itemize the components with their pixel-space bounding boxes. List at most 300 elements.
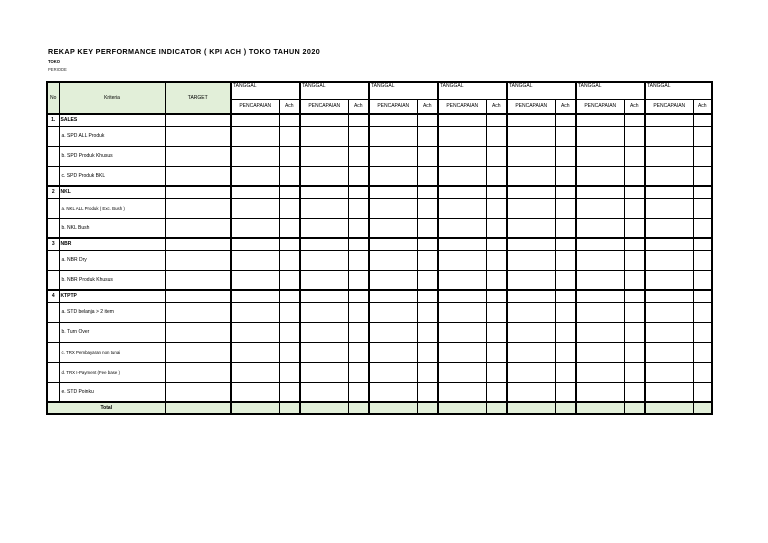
- pencapaian-cell[interactable]: [645, 166, 693, 186]
- ach-cell[interactable]: [417, 270, 438, 290]
- pencapaian-cell[interactable]: [369, 362, 417, 382]
- report-title: REKAP KEY PERFORMANCE INDICATOR ( KPI ACH ) TOKO TAHUN 2020: [48, 47, 321, 56]
- ach-cell[interactable]: [624, 186, 645, 198]
- ach-cell[interactable]: [555, 342, 576, 362]
- ach-cell[interactable]: [555, 126, 576, 146]
- pencapaian-cell[interactable]: [300, 382, 348, 402]
- target-cell[interactable]: [165, 126, 231, 146]
- pencapaian-cell[interactable]: [231, 218, 279, 238]
- pencapaian-cell[interactable]: [231, 186, 279, 198]
- ach-cell[interactable]: [279, 218, 300, 238]
- target-cell[interactable]: [165, 250, 231, 270]
- ach-cell[interactable]: [486, 218, 507, 238]
- pencapaian-cell[interactable]: [576, 302, 624, 322]
- pencapaian-cell[interactable]: [438, 238, 486, 250]
- pencapaian-cell[interactable]: [300, 270, 348, 290]
- ach-cell[interactable]: [417, 250, 438, 270]
- pencapaian-cell[interactable]: [231, 362, 279, 382]
- criteria-row: [47, 270, 712, 290]
- ach-cell[interactable]: [486, 114, 507, 126]
- ach-cell[interactable]: [486, 382, 507, 402]
- pencapaian-cell[interactable]: [369, 198, 417, 218]
- row-number-cell: [47, 126, 59, 146]
- ach-cell[interactable]: [348, 126, 369, 146]
- pencapaian-cell[interactable]: [369, 322, 417, 342]
- pencapaian-cell[interactable]: [438, 382, 486, 402]
- row-number-cell: [47, 302, 59, 322]
- ach-cell[interactable]: [279, 322, 300, 342]
- pencapaian-cell[interactable]: [645, 270, 693, 290]
- ach-cell[interactable]: [417, 322, 438, 342]
- ach-cell[interactable]: [624, 402, 645, 414]
- pencapaian-cell[interactable]: [300, 342, 348, 362]
- pencapaian-cell[interactable]: [507, 382, 555, 402]
- ach-cell[interactable]: [279, 166, 300, 186]
- criteria-row: [47, 146, 712, 166]
- target-cell[interactable]: [165, 322, 231, 342]
- pencapaian-cell[interactable]: [369, 250, 417, 270]
- pencapaian-cell[interactable]: [438, 126, 486, 146]
- ach-cell[interactable]: [555, 250, 576, 270]
- pencapaian-cell[interactable]: [507, 342, 555, 362]
- ach-cell[interactable]: [693, 270, 712, 290]
- ach-cell[interactable]: [486, 270, 507, 290]
- pencapaian-cell[interactable]: [507, 290, 555, 302]
- pencapaian-cell[interactable]: [576, 402, 624, 414]
- pencapaian-cell[interactable]: [576, 198, 624, 218]
- ach-cell[interactable]: [417, 302, 438, 322]
- pencapaian-cell[interactable]: [438, 270, 486, 290]
- pencapaian-cell[interactable]: [507, 362, 555, 382]
- ach-cell[interactable]: [555, 382, 576, 402]
- ach-cell[interactable]: [555, 270, 576, 290]
- ach-cell[interactable]: [555, 198, 576, 218]
- target-cell[interactable]: [165, 186, 231, 198]
- ach-cell[interactable]: [417, 166, 438, 186]
- ach-cell[interactable]: [624, 290, 645, 302]
- ach-cell[interactable]: [555, 218, 576, 238]
- criteria-label: b. SPD Produk Khusus: [59, 146, 165, 166]
- pencapaian-cell[interactable]: [507, 126, 555, 146]
- pencapaian-cell[interactable]: [231, 270, 279, 290]
- header-tanggal: TANGGAL: [231, 82, 300, 99]
- ach-cell[interactable]: [624, 302, 645, 322]
- pencapaian-cell[interactable]: [645, 302, 693, 322]
- ach-cell[interactable]: [348, 238, 369, 250]
- ach-cell[interactable]: [486, 126, 507, 146]
- pencapaian-cell[interactable]: [231, 402, 279, 414]
- ach-cell[interactable]: [693, 166, 712, 186]
- ach-cell[interactable]: [693, 382, 712, 402]
- ach-cell[interactable]: [555, 322, 576, 342]
- pencapaian-cell[interactable]: [438, 322, 486, 342]
- pencapaian-cell[interactable]: [645, 382, 693, 402]
- ach-cell[interactable]: [348, 146, 369, 166]
- pencapaian-cell[interactable]: [645, 198, 693, 218]
- row-number-cell: [47, 362, 59, 382]
- header-row-dates: [47, 82, 712, 99]
- ach-cell[interactable]: [624, 250, 645, 270]
- ach-cell[interactable]: [348, 114, 369, 126]
- pencapaian-cell[interactable]: [231, 302, 279, 322]
- ach-cell[interactable]: [279, 126, 300, 146]
- row-number-cell: [47, 166, 59, 186]
- ach-cell[interactable]: [279, 362, 300, 382]
- ach-cell[interactable]: [624, 322, 645, 342]
- criteria-label: b. NKL Bush: [59, 218, 165, 238]
- pencapaian-cell[interactable]: [300, 302, 348, 322]
- header-ach: Ach: [624, 99, 645, 114]
- ach-cell[interactable]: [555, 186, 576, 198]
- pencapaian-cell[interactable]: [645, 250, 693, 270]
- pencapaian-cell[interactable]: [645, 362, 693, 382]
- pencapaian-cell[interactable]: [369, 166, 417, 186]
- ach-cell[interactable]: [417, 146, 438, 166]
- ach-cell[interactable]: [417, 114, 438, 126]
- criteria-row: [47, 382, 712, 402]
- header-ach: Ach: [555, 99, 576, 114]
- ach-cell[interactable]: [348, 270, 369, 290]
- header-pencapaian: PENCAPAIAN: [300, 99, 348, 114]
- ach-cell[interactable]: [624, 218, 645, 238]
- row-number-cell: [47, 270, 59, 290]
- pencapaian-cell[interactable]: [576, 126, 624, 146]
- pencapaian-cell[interactable]: [576, 146, 624, 166]
- target-cell[interactable]: [165, 290, 231, 302]
- ach-cell[interactable]: [693, 402, 712, 414]
- ach-cell[interactable]: [693, 250, 712, 270]
- pencapaian-cell[interactable]: [576, 238, 624, 250]
- pencapaian-cell[interactable]: [438, 290, 486, 302]
- ach-cell[interactable]: [279, 382, 300, 402]
- pencapaian-cell[interactable]: [231, 342, 279, 362]
- pencapaian-cell[interactable]: [438, 186, 486, 198]
- ach-cell[interactable]: [279, 238, 300, 250]
- pencapaian-cell[interactable]: [507, 186, 555, 198]
- ach-cell[interactable]: [555, 114, 576, 126]
- ach-cell[interactable]: [279, 290, 300, 302]
- pencapaian-cell[interactable]: [300, 146, 348, 166]
- pencapaian-cell[interactable]: [576, 270, 624, 290]
- ach-cell[interactable]: [624, 166, 645, 186]
- ach-cell[interactable]: [417, 342, 438, 362]
- pencapaian-cell[interactable]: [369, 270, 417, 290]
- pencapaian-cell[interactable]: [438, 198, 486, 218]
- ach-cell[interactable]: [624, 126, 645, 146]
- pencapaian-cell[interactable]: [369, 402, 417, 414]
- pencapaian-cell[interactable]: [645, 322, 693, 342]
- ach-cell[interactable]: [348, 198, 369, 218]
- pencapaian-cell[interactable]: [507, 114, 555, 126]
- pencapaian-cell[interactable]: [369, 342, 417, 362]
- pencapaian-cell[interactable]: [576, 362, 624, 382]
- ach-cell[interactable]: [348, 290, 369, 302]
- ach-cell[interactable]: [348, 382, 369, 402]
- pencapaian-cell[interactable]: [576, 322, 624, 342]
- pencapaian-cell[interactable]: [507, 238, 555, 250]
- ach-cell[interactable]: [348, 302, 369, 322]
- pencapaian-cell[interactable]: [576, 114, 624, 126]
- ach-cell[interactable]: [624, 342, 645, 362]
- ach-cell[interactable]: [279, 402, 300, 414]
- target-cell[interactable]: [165, 146, 231, 166]
- ach-cell[interactable]: [279, 186, 300, 198]
- ach-cell[interactable]: [693, 218, 712, 238]
- pencapaian-cell[interactable]: [300, 250, 348, 270]
- ach-cell[interactable]: [348, 402, 369, 414]
- pencapaian-cell[interactable]: [369, 238, 417, 250]
- pencapaian-cell[interactable]: [507, 166, 555, 186]
- pencapaian-cell[interactable]: [645, 402, 693, 414]
- pencapaian-cell[interactable]: [507, 270, 555, 290]
- target-cell[interactable]: [165, 402, 231, 414]
- total-row: [47, 402, 712, 414]
- header-ach: Ach: [417, 99, 438, 114]
- pencapaian-cell[interactable]: [300, 290, 348, 302]
- kpi-table: [46, 81, 713, 415]
- ach-cell[interactable]: [417, 402, 438, 414]
- pencapaian-cell[interactable]: [438, 166, 486, 186]
- ach-cell[interactable]: [486, 250, 507, 270]
- pencapaian-cell[interactable]: [300, 402, 348, 414]
- ach-cell[interactable]: [555, 302, 576, 322]
- pencapaian-cell[interactable]: [231, 290, 279, 302]
- pencapaian-cell[interactable]: [300, 362, 348, 382]
- ach-cell[interactable]: [279, 342, 300, 362]
- target-cell[interactable]: [165, 270, 231, 290]
- pencapaian-cell[interactable]: [645, 218, 693, 238]
- section-number: 2: [47, 186, 59, 198]
- target-cell[interactable]: [165, 166, 231, 186]
- header-ach: Ach: [486, 99, 507, 114]
- pencapaian-cell[interactable]: [507, 322, 555, 342]
- criteria-label: a. NKL ALL Produk ( Exc. Bush ): [59, 198, 165, 218]
- ach-cell[interactable]: [486, 186, 507, 198]
- ach-cell[interactable]: [417, 382, 438, 402]
- section-number: 4: [47, 290, 59, 302]
- pencapaian-cell[interactable]: [369, 218, 417, 238]
- pencapaian-cell[interactable]: [507, 198, 555, 218]
- criteria-label: a. SPD ALL Produk: [59, 126, 165, 146]
- pencapaian-cell[interactable]: [369, 382, 417, 402]
- pencapaian-cell[interactable]: [231, 250, 279, 270]
- pencapaian-cell[interactable]: [438, 218, 486, 238]
- pencapaian-cell[interactable]: [231, 126, 279, 146]
- ach-cell[interactable]: [348, 186, 369, 198]
- ach-cell[interactable]: [624, 270, 645, 290]
- pencapaian-cell[interactable]: [300, 166, 348, 186]
- ach-cell[interactable]: [486, 402, 507, 414]
- row-number-cell: [47, 322, 59, 342]
- pencapaian-cell[interactable]: [576, 382, 624, 402]
- ach-cell[interactable]: [693, 126, 712, 146]
- pencapaian-cell[interactable]: [300, 218, 348, 238]
- criteria-label: b. Turn Over: [59, 322, 165, 342]
- ach-cell[interactable]: [555, 166, 576, 186]
- pencapaian-cell[interactable]: [507, 402, 555, 414]
- pencapaian-cell[interactable]: [369, 126, 417, 146]
- target-cell[interactable]: [165, 238, 231, 250]
- target-cell[interactable]: [165, 362, 231, 382]
- ach-cell[interactable]: [417, 238, 438, 250]
- pencapaian-cell[interactable]: [576, 250, 624, 270]
- ach-cell[interactable]: [693, 322, 712, 342]
- ach-cell[interactable]: [348, 362, 369, 382]
- ach-cell[interactable]: [279, 146, 300, 166]
- criteria-row: [47, 126, 712, 146]
- ach-cell[interactable]: [486, 166, 507, 186]
- pencapaian-cell[interactable]: [507, 146, 555, 166]
- criteria-label: a. NBR Dry: [59, 250, 165, 270]
- pencapaian-cell[interactable]: [645, 238, 693, 250]
- pencapaian-cell[interactable]: [369, 114, 417, 126]
- ach-cell[interactable]: [693, 114, 712, 126]
- pencapaian-cell[interactable]: [645, 342, 693, 362]
- ach-cell[interactable]: [555, 402, 576, 414]
- ach-cell[interactable]: [417, 362, 438, 382]
- ach-cell[interactable]: [417, 218, 438, 238]
- ach-cell[interactable]: [486, 302, 507, 322]
- pencapaian-cell[interactable]: [576, 166, 624, 186]
- criteria-row: [47, 250, 712, 270]
- ach-cell[interactable]: [624, 238, 645, 250]
- ach-cell[interactable]: [348, 322, 369, 342]
- ach-cell[interactable]: [693, 238, 712, 250]
- pencapaian-cell[interactable]: [645, 126, 693, 146]
- pencapaian-cell[interactable]: [231, 238, 279, 250]
- pencapaian-cell[interactable]: [231, 146, 279, 166]
- section-row: [47, 186, 712, 198]
- target-cell[interactable]: [165, 114, 231, 126]
- ach-cell[interactable]: [348, 250, 369, 270]
- ach-cell[interactable]: [624, 146, 645, 166]
- ach-cell[interactable]: [555, 290, 576, 302]
- ach-cell[interactable]: [417, 290, 438, 302]
- ach-cell[interactable]: [486, 362, 507, 382]
- ach-cell[interactable]: [486, 322, 507, 342]
- header-ach: Ach: [279, 99, 300, 114]
- ach-cell[interactable]: [555, 146, 576, 166]
- ach-cell[interactable]: [693, 146, 712, 166]
- pencapaian-cell[interactable]: [438, 114, 486, 126]
- ach-cell[interactable]: [624, 198, 645, 218]
- criteria-row: [47, 322, 712, 342]
- ach-cell[interactable]: [486, 146, 507, 166]
- header-tanggal: TANGGAL: [369, 82, 438, 99]
- ach-cell[interactable]: [624, 114, 645, 126]
- ach-cell[interactable]: [555, 238, 576, 250]
- ach-cell[interactable]: [693, 198, 712, 218]
- ach-cell[interactable]: [693, 342, 712, 362]
- pencapaian-cell[interactable]: [231, 382, 279, 402]
- pencapaian-cell[interactable]: [507, 250, 555, 270]
- pencapaian-cell[interactable]: [369, 146, 417, 166]
- pencapaian-cell[interactable]: [507, 302, 555, 322]
- target-cell[interactable]: [165, 302, 231, 322]
- pencapaian-cell[interactable]: [369, 186, 417, 198]
- section-row: [47, 114, 712, 126]
- row-number-cell: [47, 342, 59, 362]
- header-kriteria: Kriteria: [59, 82, 165, 114]
- ach-cell[interactable]: [348, 342, 369, 362]
- pencapaian-cell[interactable]: [300, 186, 348, 198]
- header-pencapaian: PENCAPAIAN: [576, 99, 624, 114]
- pencapaian-cell[interactable]: [645, 290, 693, 302]
- pencapaian-cell[interactable]: [438, 146, 486, 166]
- pencapaian-cell[interactable]: [438, 402, 486, 414]
- ach-cell[interactable]: [624, 382, 645, 402]
- total-label: Total: [47, 402, 165, 414]
- pencapaian-cell[interactable]: [231, 198, 279, 218]
- pencapaian-cell[interactable]: [231, 166, 279, 186]
- ach-cell[interactable]: [279, 198, 300, 218]
- pencapaian-cell[interactable]: [576, 218, 624, 238]
- pencapaian-cell[interactable]: [645, 114, 693, 126]
- pencapaian-cell[interactable]: [438, 250, 486, 270]
- pencapaian-cell[interactable]: [300, 126, 348, 146]
- pencapaian-cell[interactable]: [576, 342, 624, 362]
- pencapaian-cell[interactable]: [576, 290, 624, 302]
- ach-cell[interactable]: [693, 290, 712, 302]
- target-cell[interactable]: [165, 198, 231, 218]
- target-cell[interactable]: [165, 342, 231, 362]
- pencapaian-cell[interactable]: [369, 302, 417, 322]
- ach-cell[interactable]: [279, 250, 300, 270]
- ach-cell[interactable]: [417, 126, 438, 146]
- ach-cell[interactable]: [486, 238, 507, 250]
- pencapaian-cell[interactable]: [369, 290, 417, 302]
- header-pencapaian: PENCAPAIAN: [645, 99, 693, 114]
- section-label: NBR: [59, 238, 165, 250]
- ach-cell[interactable]: [417, 186, 438, 198]
- ach-cell[interactable]: [279, 302, 300, 322]
- pencapaian-cell[interactable]: [300, 114, 348, 126]
- ach-cell[interactable]: [417, 198, 438, 218]
- target-cell[interactable]: [165, 218, 231, 238]
- pencapaian-cell[interactable]: [576, 186, 624, 198]
- target-cell[interactable]: [165, 382, 231, 402]
- pencapaian-cell[interactable]: [300, 238, 348, 250]
- ach-cell[interactable]: [348, 218, 369, 238]
- pencapaian-cell[interactable]: [300, 322, 348, 342]
- header-pencapaian: PENCAPAIAN: [438, 99, 486, 114]
- pencapaian-cell[interactable]: [231, 322, 279, 342]
- criteria-label: d. TRX I-Payment (Fee base ): [59, 362, 165, 382]
- ach-cell[interactable]: [486, 198, 507, 218]
- pencapaian-cell[interactable]: [438, 342, 486, 362]
- pencapaian-cell[interactable]: [645, 146, 693, 166]
- ach-cell[interactable]: [693, 186, 712, 198]
- header-tanggal: TANGGAL: [576, 82, 645, 99]
- pencapaian-cell[interactable]: [231, 114, 279, 126]
- ach-cell[interactable]: [624, 362, 645, 382]
- header-tanggal: TANGGAL: [507, 82, 576, 99]
- pencapaian-cell[interactable]: [300, 198, 348, 218]
- pencapaian-cell[interactable]: [645, 186, 693, 198]
- ach-cell[interactable]: [486, 290, 507, 302]
- ach-cell[interactable]: [279, 270, 300, 290]
- ach-cell[interactable]: [693, 302, 712, 322]
- ach-cell[interactable]: [693, 362, 712, 382]
- ach-cell[interactable]: [486, 342, 507, 362]
- header-no: No: [47, 82, 59, 114]
- ach-cell[interactable]: [279, 114, 300, 126]
- pencapaian-cell[interactable]: [438, 362, 486, 382]
- ach-cell[interactable]: [555, 362, 576, 382]
- pencapaian-cell[interactable]: [438, 302, 486, 322]
- ach-cell[interactable]: [348, 166, 369, 186]
- pencapaian-cell[interactable]: [507, 218, 555, 238]
